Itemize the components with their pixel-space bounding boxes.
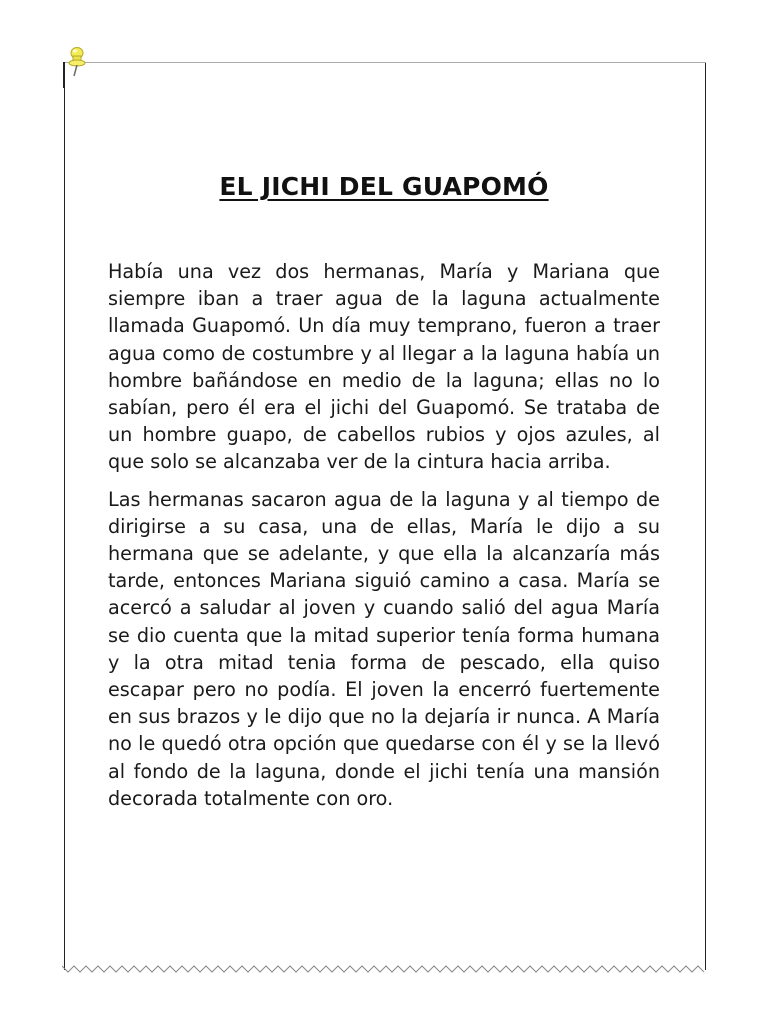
paragraph: Las hermanas sacaron agua de la laguna y al tiempo de dirigirse a su casa, una de ellas, María le dijo a su hermana que se adelante, y que ella la alcanzaría más tarde, entonces Mariana siguió camino a casa. María se acercó a saludar al joven y cuando salió del agua María se dio cuenta que la mitad superior tenía forma humana y la otra mitad tenia forma de pescado, ella quiso escapar pero no podía. El joven la encerró fuertemente en sus brazos y le dijo que no la dejaría ir nunca. A María no le quedó otra opción que quedarse con él y se la llevó al fondo de la laguna, donde el jichi tenía una mansión decorada totalmente con oro. (108, 487, 660, 810)
paragraph: Había una vez dos hermanas, María y Mariana que siempre iban a traer agua de la laguna actualmente llamada Guapomó. Un día muy temprano, fueron a traer agua como de costumbre y al llegar a la laguna había un hombre bañándose en medio de la laguna; ellas no lo sabían, pero él era el jichi del Guapomó. Se trataba de un hombre guapo, de cabellos rubios y ojos azules, al que solo se alcanzaba ver de la cintura hacia arriba. (108, 260, 660, 474)
document-body (108, 258, 660, 822)
page-corner-mark (63, 62, 65, 88)
pushpin-icon (66, 46, 92, 78)
page-top-edge (64, 62, 706, 63)
document-title: EL JICHI DEL GUAPOMÓ (219, 172, 549, 201)
torn-page-edge (62, 962, 708, 976)
